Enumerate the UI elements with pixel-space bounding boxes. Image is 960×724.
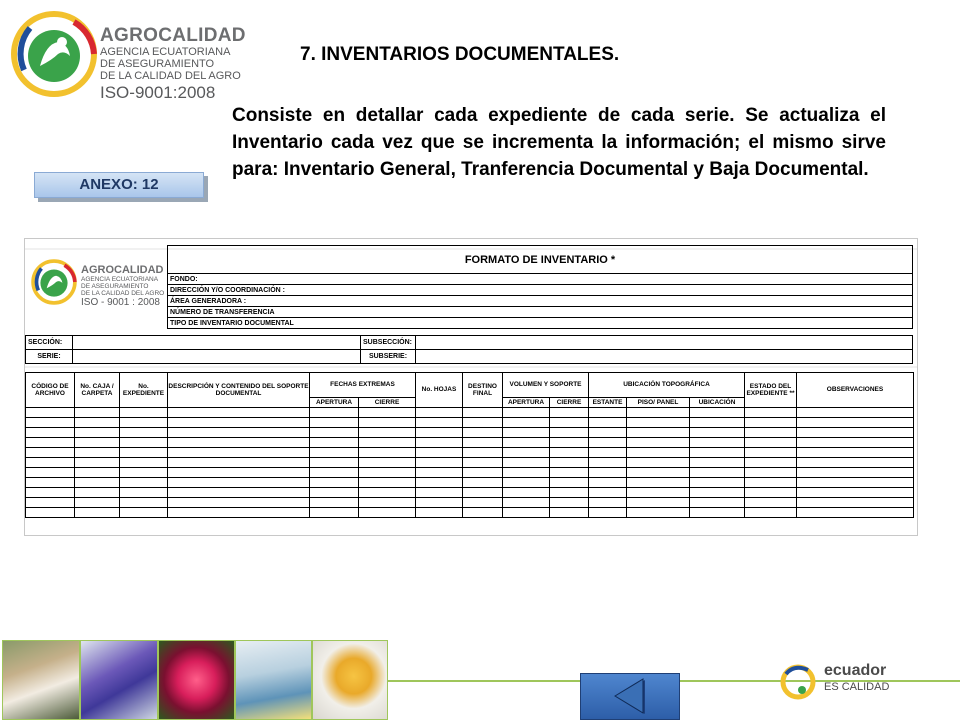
inventory-cell: [26, 488, 75, 498]
col-volumen: VOLUMEN Y SOPORTE: [503, 373, 589, 398]
col-descripcion: DESCRIPCIÓN Y CONTENIDO DEL SOPORTE DOCUMENTAL: [168, 373, 310, 408]
inventory-row: [26, 498, 914, 508]
inventory-cell: [627, 488, 690, 498]
logo-subtitle-line: DE ASEGURAMIENTO: [100, 57, 215, 70]
inventory-row: [26, 418, 914, 428]
form-logo-text: [81, 265, 164, 308]
inventory-cell: [416, 428, 463, 438]
inventory-row: [26, 458, 914, 468]
photo-lab-gloves: [80, 640, 158, 720]
inventory-cell: [745, 428, 797, 438]
inventory-cell: [627, 458, 690, 468]
inventory-cell: [690, 488, 745, 498]
logo-subtitle-line: AGENCIA ECUATORIANA: [100, 46, 231, 58]
inventory-cell: [168, 468, 310, 478]
col-observaciones: OBSERVACIONES: [797, 373, 914, 408]
logo-subtitle: [100, 47, 246, 83]
form-header-table: [167, 245, 913, 329]
form-logo-subtitle-line: AGENCIA ECUATORIANA: [81, 276, 159, 283]
inventory-cell: [310, 428, 359, 438]
subserie-value: [416, 350, 913, 364]
inventory-grid: [25, 372, 914, 518]
inventory-cell: [75, 488, 120, 498]
logo-name: AGROCALIDAD: [100, 25, 246, 46]
inventory-cell: [310, 408, 359, 418]
ecuador-logo-mark: [776, 660, 826, 700]
inventory-cell: [75, 468, 120, 478]
col-fechas: FECHAS EXTREMAS: [310, 373, 416, 398]
inventory-cell: [26, 448, 75, 458]
form-info-row: DIRECCIÓN Y/O COORDINACIÓN :: [168, 285, 913, 296]
inventory-cell: [745, 468, 797, 478]
inventory-cell: [589, 418, 627, 428]
col-volumen-apertura: APERTURA: [503, 398, 550, 408]
inventory-cell: [463, 418, 503, 428]
agrocalidad-logo-mark: [10, 10, 98, 98]
ecuador-brand-top: ecuador: [824, 662, 887, 679]
form-logo-subtitle-line: DE LA CALIDAD DEL AGRO: [81, 289, 165, 297]
inventory-cell: [75, 448, 120, 458]
inventory-cell: [745, 438, 797, 448]
inventory-cell: [26, 438, 75, 448]
inventory-cell: [168, 418, 310, 428]
inventory-cell: [168, 448, 310, 458]
inventory-cell: [797, 468, 914, 478]
inventory-cell: [550, 458, 589, 468]
inventory-cell: [550, 448, 589, 458]
inventory-cell: [463, 468, 503, 478]
inventory-cell: [690, 508, 745, 518]
inventory-cell: [359, 498, 416, 508]
inventory-cell: [359, 488, 416, 498]
form-logo-subtitle: [81, 277, 164, 297]
inventory-cell: [75, 418, 120, 428]
inventory-cell: [690, 498, 745, 508]
inventory-rows: [26, 408, 914, 518]
inventory-cell: [168, 478, 310, 488]
inventory-cell: [627, 418, 690, 428]
inventory-cell: [26, 498, 75, 508]
inventory-cell: [503, 408, 550, 418]
inventory-cell: [745, 488, 797, 498]
inventory-cell: [310, 508, 359, 518]
inventory-cell: [416, 458, 463, 468]
inventory-cell: [797, 498, 914, 508]
seccion-label: SECCIÓN:: [26, 336, 73, 350]
inventory-cell: [463, 458, 503, 468]
inventory-cell: [416, 418, 463, 428]
inventory-cell: [627, 478, 690, 488]
inventory-cell: [310, 488, 359, 498]
inventory-cell: [310, 458, 359, 468]
form-info-row: FONDO:: [168, 274, 913, 285]
inventory-cell: [690, 478, 745, 488]
logo-iso: ISO-9001:2008: [100, 82, 216, 102]
inventory-cell: [120, 448, 168, 458]
inventory-cell: [463, 478, 503, 488]
form-logo-subtitle-line: DE ASEGURAMIENTO: [81, 282, 149, 290]
inventory-cell: [627, 468, 690, 478]
inventory-cell: [416, 498, 463, 508]
inventory-cell: [589, 458, 627, 468]
serie-value: [73, 350, 361, 364]
inventory-cell: [690, 438, 745, 448]
inventory-cell: [690, 458, 745, 468]
inventory-cell: [550, 408, 589, 418]
inventory-cell: [75, 438, 120, 448]
inventory-cell: [690, 428, 745, 438]
inventory-cell: [627, 508, 690, 518]
inventory-cell: [550, 438, 589, 448]
inventory-cell: [168, 428, 310, 438]
inventory-cell: [310, 438, 359, 448]
inventory-cell: [745, 418, 797, 428]
inventory-cell: [503, 418, 550, 428]
inventory-cell: [310, 498, 359, 508]
inventory-cell: [745, 508, 797, 518]
inventory-cell: [589, 428, 627, 438]
inventory-cell: [416, 438, 463, 448]
subseccion-value: [416, 336, 913, 350]
subserie-label: SUBSERIE:: [361, 350, 416, 364]
inventory-cell: [589, 478, 627, 488]
inventory-cell: [359, 458, 416, 468]
inventory-cell: [75, 408, 120, 418]
inventory-cell: [589, 438, 627, 448]
inventory-cell: [463, 438, 503, 448]
agrocalidad-logo-text: [100, 26, 246, 101]
inventory-cell: [745, 448, 797, 458]
back-triangle-icon: [581, 674, 679, 719]
inventory-cell: [745, 408, 797, 418]
inventory-cell: [26, 458, 75, 468]
inventory-row: [26, 408, 914, 418]
inventory-cell: [310, 418, 359, 428]
inventory-cell: [75, 428, 120, 438]
inventory-cell: [120, 408, 168, 418]
inventory-cell: [168, 408, 310, 418]
inventory-cell: [310, 478, 359, 488]
inventory-row: [26, 478, 914, 488]
inventory-cell: [550, 478, 589, 488]
inventory-cell: [797, 458, 914, 468]
inventory-row: [26, 438, 914, 448]
inventory-cell: [463, 488, 503, 498]
inventory-cell: [550, 508, 589, 518]
col-ubic: UBICACIÓN: [690, 398, 745, 408]
form-logo-name: AGROCALIDAD: [81, 264, 164, 276]
form-info-row: ÁREA GENERADORA :: [168, 296, 913, 307]
inventory-cell: [416, 488, 463, 498]
inventory-cell: [463, 408, 503, 418]
form-info-row: TIPO DE INVENTARIO DOCUMENTAL: [168, 318, 913, 329]
inventory-cell: [75, 478, 120, 488]
inventory-cell: [120, 498, 168, 508]
inventory-cell: [120, 458, 168, 468]
inventory-cell: [416, 508, 463, 518]
col-estante: ESTANTE: [589, 398, 627, 408]
inventory-cell: [416, 448, 463, 458]
inventory-cell: [550, 498, 589, 508]
section-description: Consiste en detallar cada expediente de cada serie. Se actualiza el Inventario cada vez que se incrementa la información; el mismo sirve para: Inventario General, Tranferencia Documental y Baja Documental.: [232, 105, 886, 180]
inventory-cell: [359, 408, 416, 418]
col-piso: PISO/ PANEL: [627, 398, 690, 408]
inventory-cell: [589, 408, 627, 418]
inventory-cell: [463, 428, 503, 438]
inventory-cell: [627, 428, 690, 438]
form-logo-iso: ISO - 9001 : 2008: [81, 297, 160, 309]
inventory-cell: [589, 468, 627, 478]
inventory-cell: [627, 448, 690, 458]
inventory-cell: [120, 418, 168, 428]
inventory-row: [26, 508, 914, 518]
col-fechas-cierre: CIERRE: [359, 398, 416, 408]
inventory-cell: [550, 468, 589, 478]
inventory-cell: [503, 478, 550, 488]
inventory-cell: [627, 498, 690, 508]
inventory-cell: [120, 508, 168, 518]
inventory-cell: [797, 478, 914, 488]
col-fechas-apertura: APERTURA: [310, 398, 359, 408]
inventory-cell: [463, 508, 503, 518]
inventory-row: [26, 488, 914, 498]
inventory-cell: [503, 448, 550, 458]
inventory-cell: [797, 488, 914, 498]
inventory-cell: [359, 448, 416, 458]
section-title: 7. INVENTARIOS DOCUMENTALES.: [300, 44, 620, 65]
inventory-cell: [503, 428, 550, 438]
inventory-cell: [120, 438, 168, 448]
inventory-form: [24, 238, 918, 536]
inventory-cell: [797, 428, 914, 438]
inventory-cell: [26, 428, 75, 438]
inventory-cell: [359, 478, 416, 488]
inventory-cell: [75, 508, 120, 518]
form-section-table: [25, 335, 913, 364]
inventory-cell: [26, 418, 75, 428]
ecuador-brand-bottom: ES CALIDAD: [824, 681, 890, 693]
col-hojas: No. HOJAS: [416, 373, 463, 408]
inventory-cell: [26, 468, 75, 478]
inventory-cell: [310, 448, 359, 458]
inventory-row: [26, 448, 914, 458]
photo-lab-vials: [235, 640, 312, 720]
inventory-cell: [503, 458, 550, 468]
inventory-cell: [416, 408, 463, 418]
inventory-cell: [359, 438, 416, 448]
inventory-cell: [690, 418, 745, 428]
inventory-cell: [310, 468, 359, 478]
inventory-cell: [550, 418, 589, 428]
inventory-cell: [503, 498, 550, 508]
inventory-cell: [120, 478, 168, 488]
inventory-cell: [359, 428, 416, 438]
inventory-cell: [797, 438, 914, 448]
inventory-cell: [26, 408, 75, 418]
subseccion-label: SUBSECCIÓN:: [361, 336, 416, 350]
inventory-cell: [359, 418, 416, 428]
col-codigo: CÓDIGO DE ARCHIVO: [26, 373, 75, 408]
inventory-cell: [463, 448, 503, 458]
inventory-cell: [168, 488, 310, 498]
form-logo-mark: [31, 259, 77, 305]
inventory-cell: [797, 418, 914, 428]
inventory-cell: [26, 478, 75, 488]
inventory-cell: [359, 508, 416, 518]
inventory-cell: [589, 488, 627, 498]
inventory-row: [26, 468, 914, 478]
form-title: FORMATO DE INVENTARIO *: [168, 246, 913, 274]
inventory-cell: [690, 448, 745, 458]
inventory-cell: [503, 468, 550, 478]
inventory-cell: [359, 468, 416, 478]
inventory-cell: [627, 438, 690, 448]
photo-rose: [158, 640, 235, 720]
inventory-cell: [168, 508, 310, 518]
col-volumen-cierre: CIERRE: [550, 398, 589, 408]
inventory-cell: [75, 498, 120, 508]
inventory-cell: [168, 458, 310, 468]
inventory-cell: [589, 498, 627, 508]
inventory-cell: [797, 448, 914, 458]
inventory-cell: [26, 508, 75, 518]
inventory-cell: [550, 428, 589, 438]
inventory-cell: [550, 488, 589, 498]
ecuador-es-calidad-logo: [776, 660, 926, 700]
inventory-cell: [120, 468, 168, 478]
inventory-cell: [690, 408, 745, 418]
back-button[interactable]: [580, 673, 680, 720]
inventory-cell: [589, 448, 627, 458]
photo-fruit: [312, 640, 388, 720]
inventory-cell: [745, 478, 797, 488]
inventory-cell: [463, 498, 503, 508]
inventory-cell: [120, 488, 168, 498]
anexo-label: ANEXO: 12: [34, 172, 204, 198]
inventory-cell: [168, 438, 310, 448]
inventory-cell: [589, 508, 627, 518]
seccion-value: [73, 336, 361, 350]
inventory-cell: [168, 498, 310, 508]
photo-cattle: [2, 640, 80, 720]
anexo-badge: [34, 172, 212, 204]
logo-subtitle-line: DE LA CALIDAD DEL AGRO: [100, 69, 241, 82]
col-estado: ESTADO DEL EXPEDIENTE **: [745, 373, 797, 408]
col-destino: DESTINO FINAL: [463, 373, 503, 408]
inventory-cell: [416, 478, 463, 488]
inventory-cell: [503, 488, 550, 498]
inventory-row: [26, 428, 914, 438]
inventory-cell: [797, 408, 914, 418]
inventory-cell: [416, 468, 463, 478]
inventory-cell: [75, 458, 120, 468]
col-caja: No. CAJA / CARPETA: [75, 373, 120, 408]
form-info-row: NÚMERO DE TRANSFERENCIA: [168, 307, 913, 318]
inventory-cell: [627, 408, 690, 418]
serie-label: SERIE:: [26, 350, 73, 364]
inventory-cell: [745, 498, 797, 508]
inventory-cell: [745, 458, 797, 468]
inventory-cell: [797, 508, 914, 518]
inventory-cell: [120, 428, 168, 438]
col-expediente: No. EXPEDIENTE: [120, 373, 168, 408]
col-ubicacion: UBICACIÓN TOPOGRÁFICA: [589, 373, 745, 398]
inventory-cell: [690, 468, 745, 478]
inventory-cell: [503, 508, 550, 518]
inventory-cell: [503, 438, 550, 448]
